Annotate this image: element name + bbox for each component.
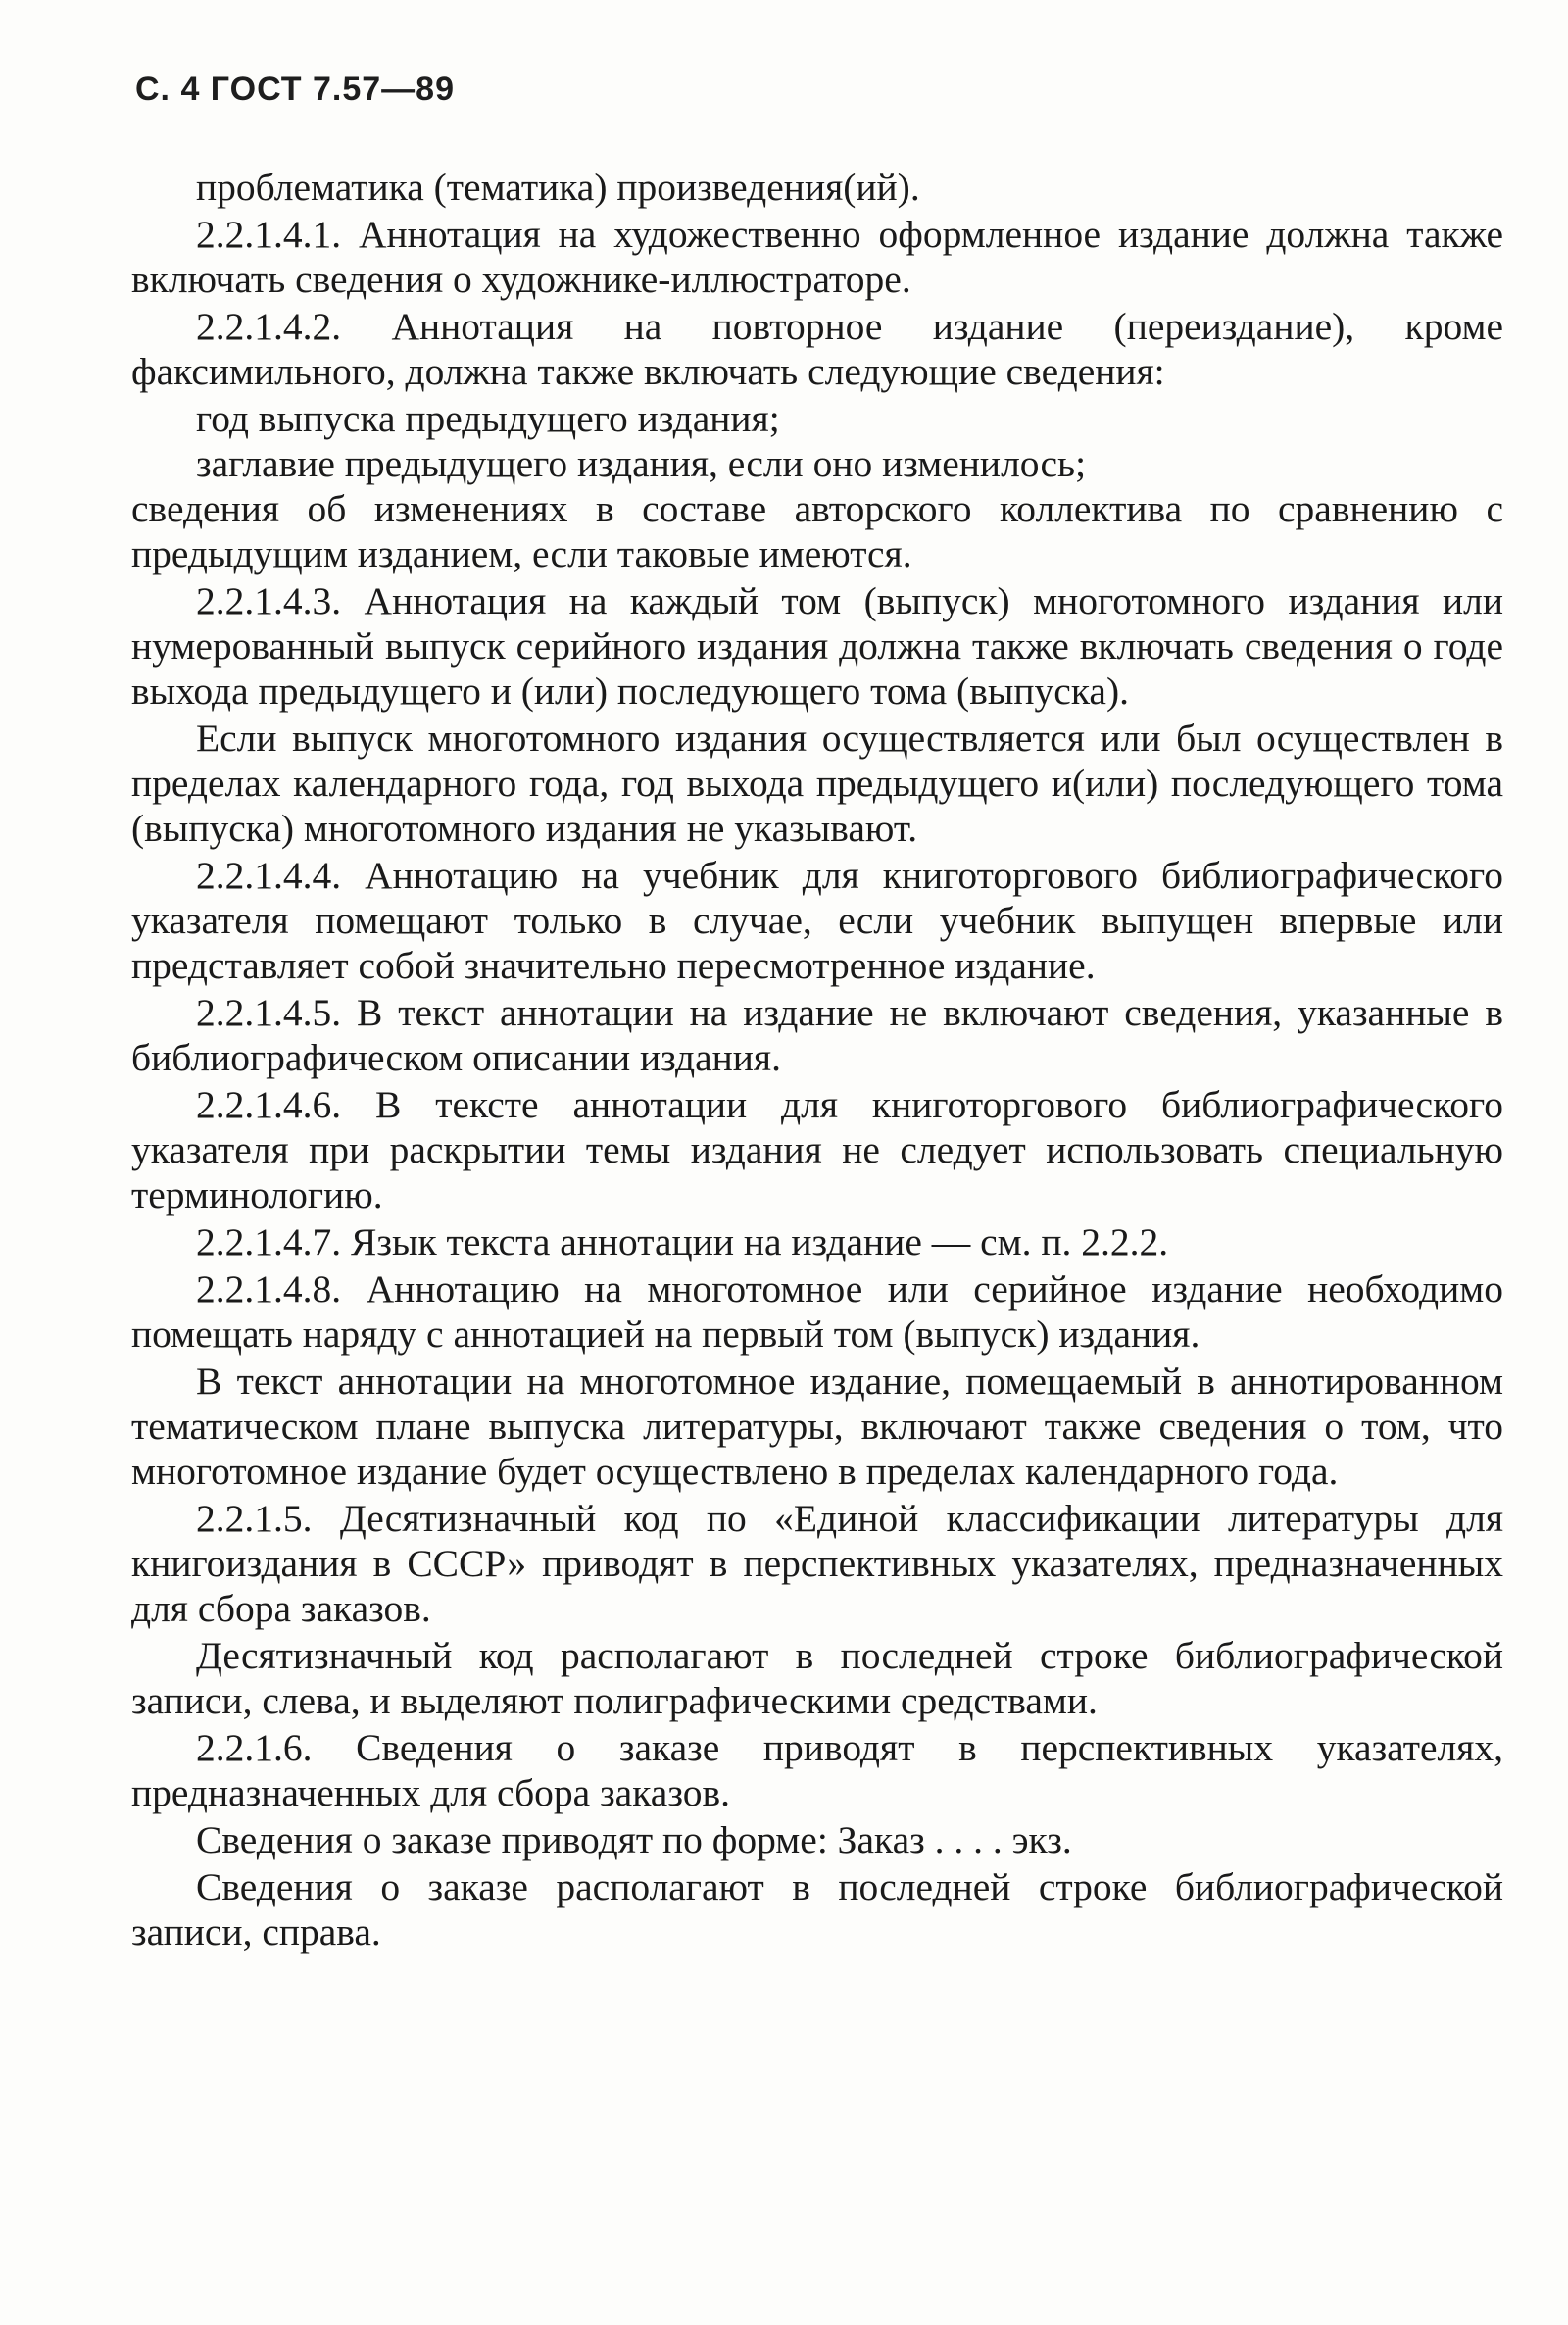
paragraph: В текст аннотации на многотомное издание, помещаемый в аннотированном тематическом плане выпуска литературы, включают также сведения о том, что многотомное издание будет осуществлено в пределах календарного года. — [131, 1360, 1503, 1493]
paragraph: 2.2.1.4.5. В текст аннотации на издание не включают сведения, указанные в библиографическом описании издания. — [131, 991, 1503, 1079]
paragraph: 2.2.1.4.1. Аннотация на художественно оформленное издание должна также включать сведения о художнике-иллюстраторе. — [131, 213, 1503, 301]
paragraph: 2.2.1.4.3. Аннотация на каждый том (выпуск) многотомного издания или нумерованный выпуск серийного издания должна также включать сведения о годе выхода предыдущего и (или) последующего тома (выпуска). — [131, 579, 1503, 713]
page-header: С. 4 ГОСТ 7.57—89 — [135, 71, 455, 108]
paragraph: проблематика (тематика) произведения(ий). — [196, 166, 920, 209]
paragraph: 2.2.1.4.6. В тексте аннотации для книготоргового библиографического указателя при раскрытии темы издания не следует использовать специальную терминологию. — [131, 1083, 1503, 1216]
paragraph: Десятизначный код располагают в последней строке библиографической записи, слева, и выделяют полиграфическими средствами. — [131, 1634, 1503, 1722]
paragraph: сведения об изменениях в составе авторского коллектива по сравнению с предыдущим изданием, если таковые имеются. — [131, 487, 1503, 575]
paragraph: Сведения о заказе располагают в последней строке библиографической записи, справа. — [131, 1865, 1503, 1954]
list-item: заглавие предыдущего издания, если оно изменилось; — [196, 442, 1087, 485]
paragraph: 2.2.1.4.8. Аннотацию на многотомное или серийное издание необходимо помещать наряду с аннотацией на первый том (выпуск) издания. — [131, 1267, 1503, 1356]
paragraph: Сведения о заказе приводят по форме: Заказ . . . . экз. — [196, 1818, 1072, 1861]
paragraph: 2.2.1.4.4. Аннотацию на учебник для книготоргового библиографического указателя помещают только в случае, если учебник выпущен впервые или представляет собой значительно пересмотренное издание. — [131, 854, 1503, 987]
paragraph: Если выпуск многотомного издания осуществляется или был осуществлен в пределах календарного года, год выхода предыдущего и(или) последующего тома (выпуска) многотомного издания не указывают. — [131, 717, 1503, 850]
paragraph: 2.2.1.6. Сведения о заказе приводят в перспективных указателях, предназначенных для сбора заказов. — [131, 1726, 1503, 1814]
paragraph: 2.2.1.4.2. Аннотация на повторное издание (переиздание), кроме факсимильного, должна также включать следующие сведения: — [131, 305, 1503, 393]
document-body — [131, 165, 1503, 1956]
paragraph: 2.2.1.4.7. Язык текста аннотации на издание — см. п. 2.2.2. — [196, 1220, 1169, 1263]
list-item: год выпуска предыдущего издания; — [196, 397, 780, 440]
paragraph: 2.2.1.5. Десятизначный код по «Единой классификации литературы для книгоиздания в СССР» приводят в перспективных указателях, предназначенных для сбора заказов. — [131, 1497, 1503, 1630]
